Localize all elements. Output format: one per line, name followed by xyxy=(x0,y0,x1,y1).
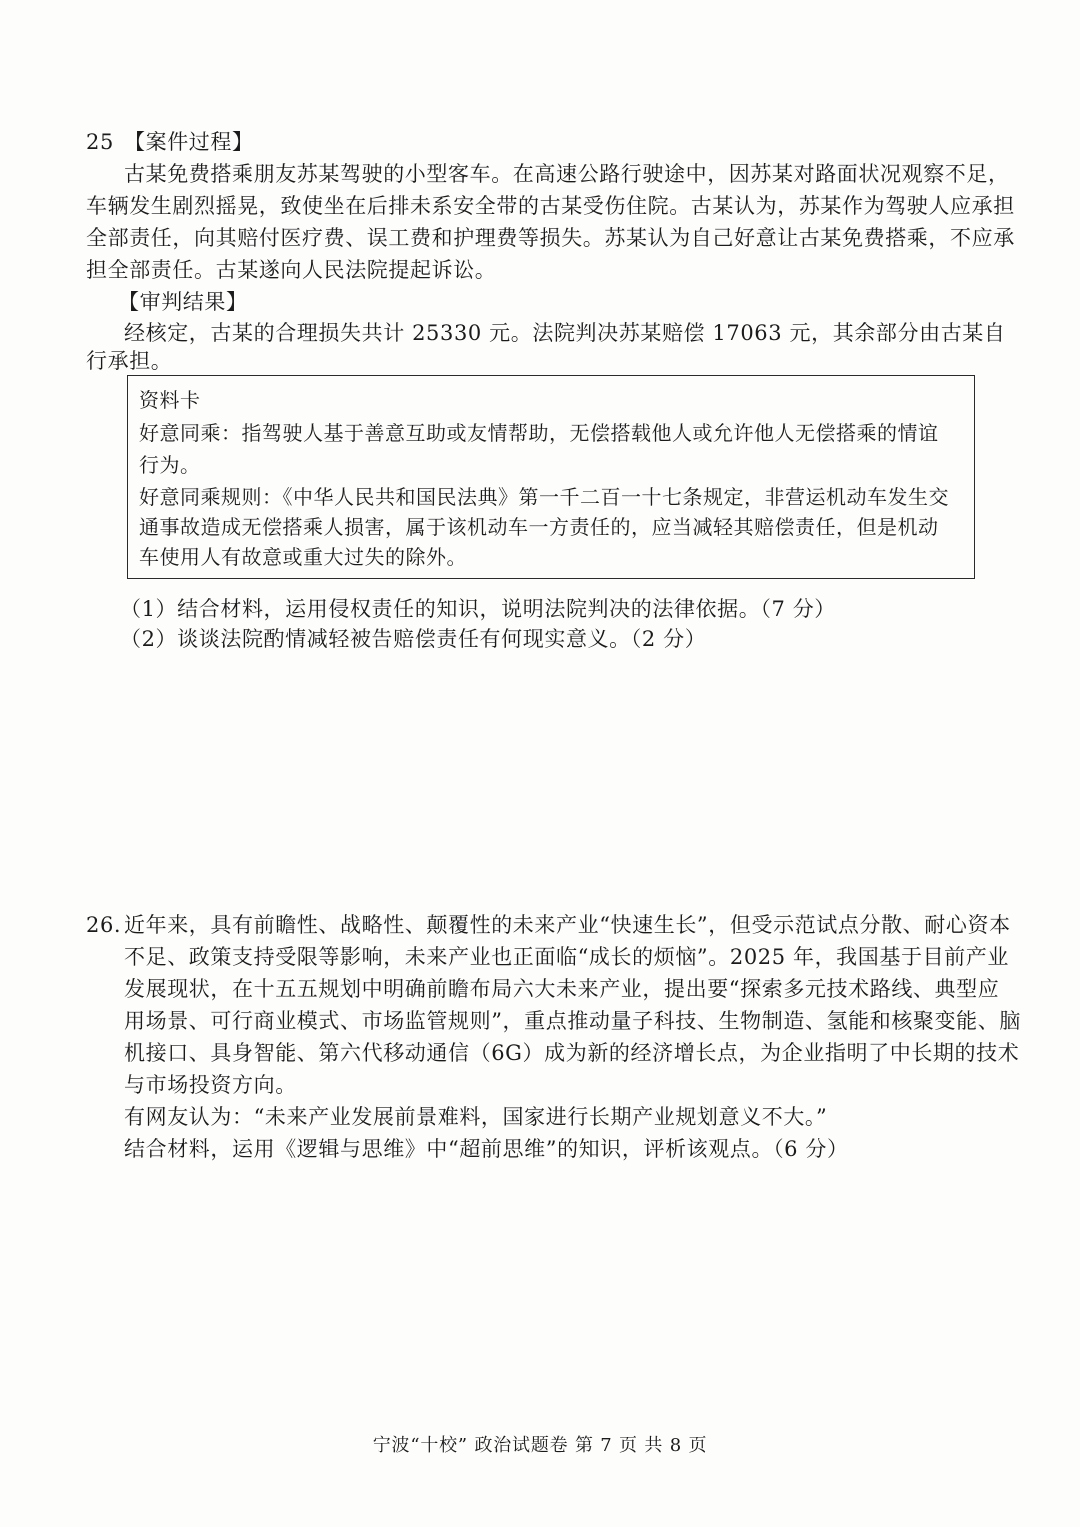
q25-header xyxy=(86,127,254,157)
case-line-3: 全部责任，向其赔付医疗费、误工费和护理费等损失。苏某认为自己好意让古某免费搭乘，不应承 xyxy=(86,226,1015,250)
case-line-1: 古某免费搭乘朋友苏某驾驶的小型客车。在高速公路行驶途中，因苏某对路面状况观察不足， xyxy=(124,162,1010,186)
card-title: 资料卡 xyxy=(139,388,201,412)
q26-task: 结合材料，运用《逻辑与思维》中“超前思维”的知识，评析该观点。（6 分） xyxy=(124,1137,849,1161)
card-line-1: 好意同乘：指驾驶人基于善意互助或友情帮助，无偿搭载他人或允许他人无偿搭乘的情谊 xyxy=(139,421,939,445)
card-line-5: 车使用人有故意或重大过失的除外。 xyxy=(139,545,467,569)
case-line-4: 担全部责任。古某遂向人民法院提起诉讼。 xyxy=(86,258,497,282)
case-line-2: 车辆发生剧烈摇晃，致使坐在后排未系安全带的古某受伤住院。古某认为，苏某作为驾驶人应承担 xyxy=(86,194,1015,218)
q26-line-4: 用场景、可行商业模式、市场监管规则”，重点推动量子科技、生物制造、氢能和核聚变能、脑 xyxy=(124,1009,1021,1033)
page-footer: 宁波“十校” 政治试题卷 第 7 页 共 8 页 xyxy=(372,1435,708,1456)
q26-text-1: 近年来，具有前瞻性、战略性、颠覆性的未来产业“快速生长”，但受示范试点分散、耐心资本 xyxy=(124,913,1011,937)
case-heading: 【案件过程】 xyxy=(124,130,254,154)
info-card xyxy=(127,375,975,579)
q26-line-2: 不足、政策支持受限等影响，未来产业也正面临“成长的烦恼”。2025 年，我国基于目前产业 xyxy=(124,945,1009,969)
q26-line-5: 机接口、具身智能、第六代移动通信（6G）成为新的经济增长点，为企业指明了中长期的技术 xyxy=(124,1041,1020,1065)
q26-line-6: 与市场投资方向。 xyxy=(124,1073,297,1097)
card-line-2: 行为。 xyxy=(139,453,201,477)
q25-number: 25 xyxy=(86,130,114,154)
card-line-4: 通事故造成无偿搭乘人损害，属于该机动车一方责任的，应当减轻其赔偿责任，但是机动 xyxy=(139,515,939,539)
q26-line-3: 发展现状，在十五五规划中明确前瞻布局六大未来产业，提出要“探索多元技术路线、典型应 xyxy=(124,977,1000,1001)
q26-number: 26. xyxy=(86,913,122,937)
q25-question-2: （2）谈谈法院酌情减轻被告赔偿责任有何现实意义。（2 分） xyxy=(120,627,707,651)
q26-opinion: 有网友认为：“未来产业发展前景难料，国家进行长期产业规划意义不大。” xyxy=(124,1105,828,1129)
judgment-line-1: 经核定，古某的合理损失共计 25330 元。法院判决苏某赔偿 17063 元，其余部分由古某自 xyxy=(124,321,1006,345)
judgment-line-2: 行承担。 xyxy=(86,349,173,373)
q25-question-1: （1）结合材料，运用侵权责任的知识，说明法院判决的法律依据。（7 分） xyxy=(120,597,836,621)
card-line-3: 好意同乘规则：《中华人民共和国民法典》第一千二百一十七条规定，非营运机动车发生交 xyxy=(139,485,949,509)
q26-line-1 xyxy=(86,910,1011,940)
judgment-heading: 【审判结果】 xyxy=(118,290,248,314)
